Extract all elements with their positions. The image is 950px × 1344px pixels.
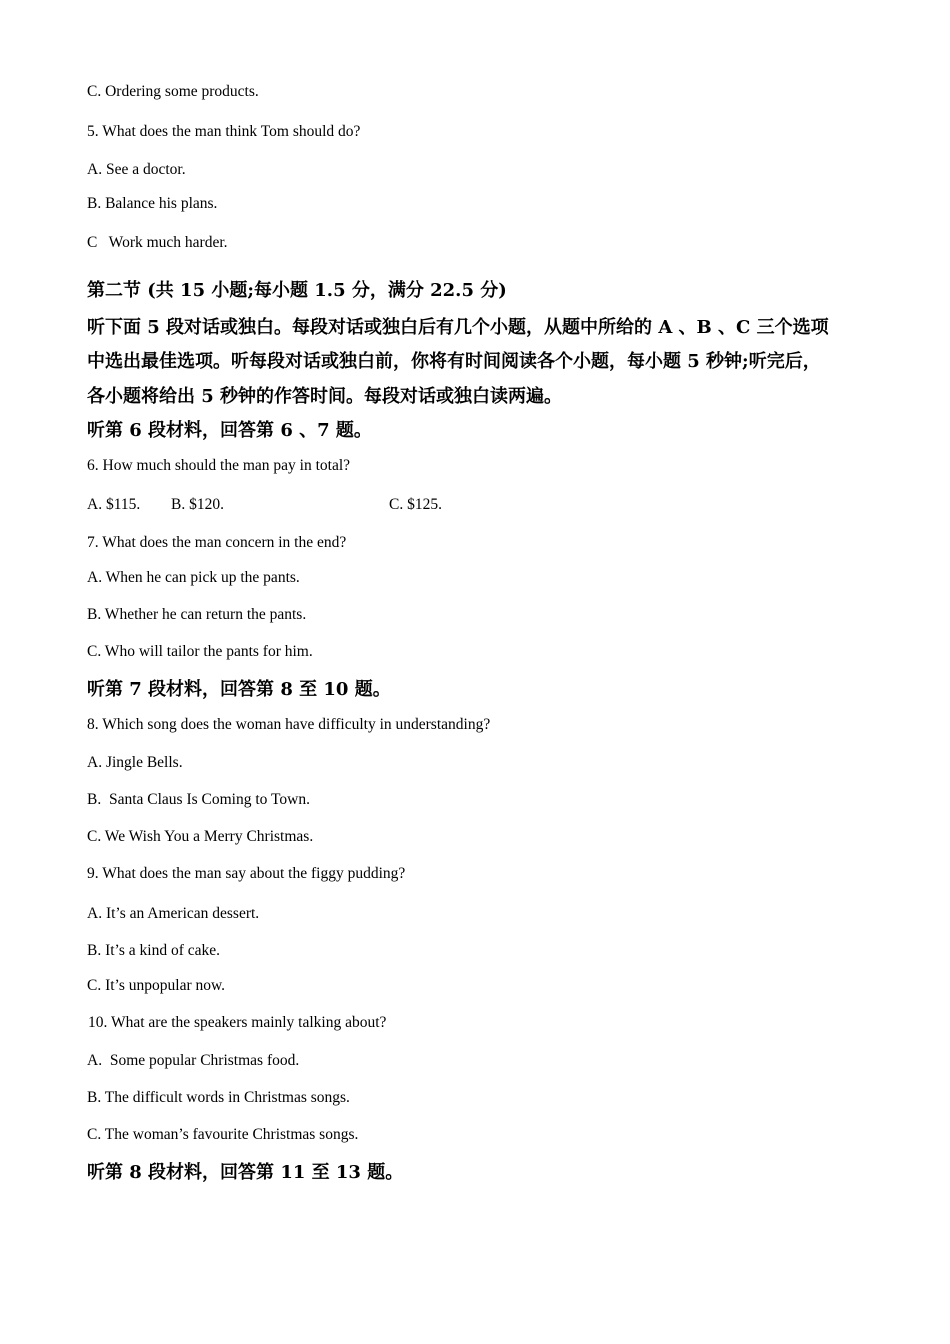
q10-option-b: B. The difficult words in Christmas songs. — [87, 1089, 350, 1106]
q9-option-b: B. It’s a kind of cake. — [87, 942, 221, 959]
q9-option-a: A. It’s an American dessert. — [87, 905, 260, 922]
q6-option-b: B. $120. — [171, 496, 224, 513]
passage8-heading: 听第 8 段材料，回答第 11 至 13 题。 — [87, 1162, 404, 1183]
passage7-heading: 听第 7 段材料，回答第 8 至 10 题。 — [87, 679, 391, 700]
q5-question: 5. What does the man think Tom should do? — [87, 123, 361, 140]
q5-option-a: A. See a doctor. — [87, 161, 186, 178]
q9-question: 9. What does the man say about the figgy pudding? — [87, 865, 406, 882]
q5-option-c: C Work much harder. — [87, 234, 228, 251]
q6-options — [87, 495, 587, 515]
section2-instructions-line2: 中选出最佳选项。听每段对话或独白前，你将有时间阅读各个小题，每小题 5 秒钟;听完后， — [87, 351, 821, 372]
q8-option-c: C. We Wish You a Merry Christmas. — [87, 828, 314, 845]
q5-option-b: B. Balance his plans. — [87, 195, 218, 212]
q10-option-c: C. The woman’s favourite Christmas songs. — [87, 1126, 359, 1143]
q6-option-c: C. $125. — [389, 496, 442, 513]
q4-option-c: C. Ordering some products. — [87, 83, 259, 100]
section2-heading: 第二节 (共 15 小题;每小题 1.5 分，满分 22.5 分) — [87, 280, 507, 301]
q8-option-b: B. Santa Claus Is Coming to Town. — [87, 791, 310, 808]
q9-option-c: C. It’s unpopular now. — [87, 977, 226, 994]
q10-option-a: A. Some popular Christmas food. — [87, 1052, 300, 1069]
q6-question: 6. How much should the man pay in total? — [87, 457, 351, 474]
q8-question: 8. Which song does the woman have difficulty in understanding? — [87, 716, 491, 733]
passage6-heading: 听第 6 段材料，回答第 6 、7 题。 — [87, 420, 372, 441]
q8-option-a: A. Jingle Bells. — [87, 754, 183, 771]
q7-option-a: A. When he can pick up the pants. — [87, 569, 300, 586]
q7-question: 7. What does the man concern in the end? — [87, 534, 347, 551]
q6-option-a: A. $115. — [87, 496, 141, 513]
q7-option-b: B. Whether he can return the pants. — [87, 606, 307, 623]
q7-option-c: C. Who will tailor the pants for him. — [87, 643, 313, 660]
section2-instructions-line3: 各小题将给出 5 秒钟的作答时间。每段对话或独白读两遍。 — [87, 386, 563, 407]
q10-question: 10. What are the speakers mainly talking about? — [88, 1014, 387, 1031]
section2-instructions-line1: 听下面 5 段对话或独白。每段对话或独白后有几个小题，从题中所给的 A 、B 、C 三个选项 — [87, 317, 829, 338]
